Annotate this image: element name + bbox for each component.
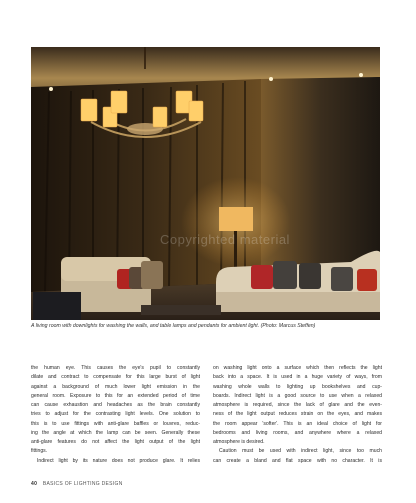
body-line: anti-glare features do not affect the light output of the light <box>31 439 200 445</box>
body-line: atmosphere is desired. <box>213 439 265 445</box>
watermark: Copyrighted material <box>160 232 290 247</box>
body-line: against a background of much lower light emission in the <box>31 383 200 390</box>
body-line: Caution must be used with indirect light, since too much <box>219 448 382 455</box>
body-line: boards. Indirect light is a good source to use when a relaxed <box>213 392 382 399</box>
body-line: on washing light onto a surface which then reflects the light <box>213 365 382 371</box>
body-line: tries to adjust for the contrasting light levels. One solution to <box>31 411 200 418</box>
living-room-photo <box>31 47 380 320</box>
body-line: dilate and contract to compensate for this large burst of light <box>31 374 200 381</box>
photo-caption: A living room with downlights for washing the walls, and table lamps and pendants for ambient light. (Photo: Marcus Steffen) <box>31 323 316 329</box>
body-line: this is to use fittings with anti-glare baffles or louvres, reduc- <box>31 420 200 427</box>
body-line: bedrooms and living rooms, and anywhere where a relaxed <box>213 429 382 436</box>
body-line: the room appear 'softer'. This is an ideal choice of light for <box>213 420 382 427</box>
body-line: can cause exhaustion and headaches as the brain constantly <box>31 402 200 408</box>
body-line: back into a space. It is used in a huge variety of ways, from <box>213 374 382 381</box>
body-line: can create a bland and flat space with no character. It is <box>213 457 382 464</box>
body-line: ness of the light output reduces strain on the eyes, and makes <box>213 411 382 418</box>
body-line: the human eye. This causes the eye's pupil to constantly <box>31 365 200 371</box>
page-number: 40 <box>31 481 38 487</box>
body-line: fittings. <box>31 448 48 455</box>
body-line: atmosphere is required, since the lack of glare and the even- <box>213 402 382 408</box>
body-column-left <box>31 364 200 466</box>
page-footer <box>31 481 123 487</box>
body-line: general room. Exposure to this for an extended period of time <box>31 392 200 399</box>
body-line: washing whole walls to lighting up bookshelves and cup- <box>213 383 382 390</box>
body-column-right <box>213 364 382 466</box>
body-line: ing the angle at which the lamp can be seen. Generally these <box>31 429 200 436</box>
body-line: Indirect light by its nature does not produce glare. It relies <box>37 457 200 464</box>
running-title: BASICS OF LIGHTING DESIGN <box>42 481 123 487</box>
